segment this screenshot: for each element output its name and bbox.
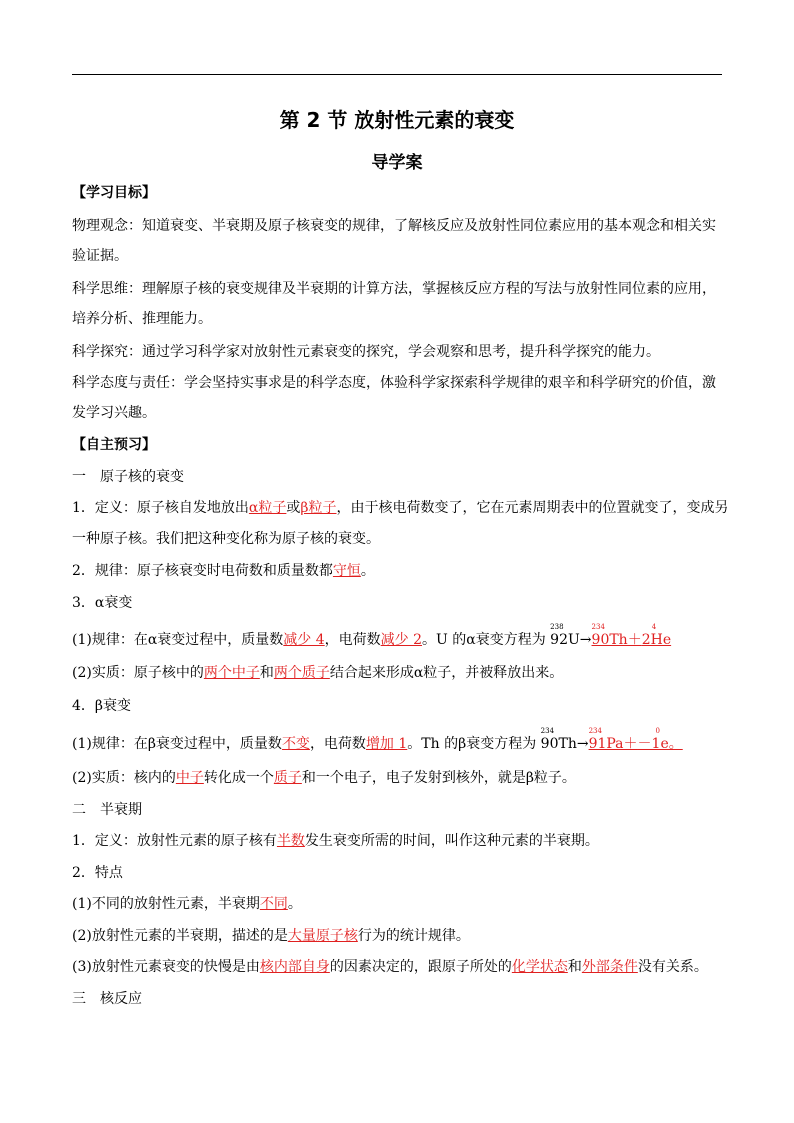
answer-beta-particle: β粒子 — [300, 500, 337, 516]
preview-heading: 【自主预习】 — [72, 437, 156, 453]
alpha-decay-essence: (2)实质：原子核中的两个中子和两个质子结合起来形成α粒子，并被释放出来。 — [72, 665, 564, 681]
beta-decay-essence: (2)实质：核内的中子转化成一个质子和一个电子，电子发射到核外，就是β粒子。 — [72, 770, 576, 786]
objective-attitude-line1: 科学态度与责任：学会坚持实事求是的科学态度，体验科学家探索科学规律的艰辛和科学研究的价值，激 — [72, 375, 716, 391]
thorium-nuclide: 234 90 — [540, 727, 559, 752]
alpha-decay-heading: 3．α衰变 — [72, 595, 133, 611]
answer-charge-plus-1: 增加 1 — [365, 736, 408, 752]
answer-helium-nuclide: 4 2He — [641, 623, 672, 648]
answer-half: 半数 — [276, 833, 305, 849]
half-life-feature-2: (2)放射性元素的半衰期，描述的是大量原子核行为的统计规律。 — [72, 928, 470, 944]
answer-proton: 质子 — [273, 770, 302, 786]
answer-external-conditions: 外部条件 — [581, 959, 638, 975]
decay-rule: 2．规律：原子核衰变时电荷数和质量数都守恒。 — [72, 563, 375, 579]
answer-charge-minus-2: 减少 2 — [380, 632, 423, 648]
objective-thinking-line2: 培养分析、推理能力。 — [72, 311, 212, 327]
answer-conserved: 守恒 — [332, 563, 361, 579]
decay-definition-line2: 一种原子核。我们把这种变化称为原子核的衰变。 — [72, 531, 380, 547]
answer-mass-unchanged: 不变 — [281, 736, 310, 752]
half-life-features-heading: 2．特点 — [72, 865, 123, 881]
objective-physics-line1: 物理观念：知道衰变、半衰期及原子核衰变的规律，了解核反应及放射性同位素应用的基本观念和相关实 — [72, 218, 716, 234]
objective-physics-line2: 验证据。 — [72, 248, 128, 264]
page-title: 第 2 节 放射性元素的衰变 — [279, 108, 515, 132]
objective-inquiry: 科学探究：通过学习科学家对放射性元素衰变的探究，学会观察和思考，提升科学探究的能力。 — [72, 344, 660, 360]
page-subtitle: 导学案 — [371, 153, 423, 173]
objective-attitude-line2: 发学习兴趣。 — [72, 405, 156, 421]
answer-alpha-particle: α粒子 — [248, 500, 287, 516]
answer-two-neutrons: 两个中子 — [203, 665, 260, 681]
answer-chemical-state: 化学状态 — [511, 959, 568, 975]
uranium-nuclide: 238 92 — [550, 623, 568, 648]
answer-large-number-nuclei: 大量原子核 — [287, 928, 358, 944]
objective-thinking-line1: 科学思维：理解原子核的衰变规律及半衰期的计算方法，掌握核反应方程的写法与放射性同位素的应用， — [72, 281, 716, 297]
answer-two-protons: 两个质子 — [273, 665, 330, 681]
answer-electron: 0 －1e。 — [637, 727, 683, 752]
objectives-heading: 【学习目标】 — [72, 185, 156, 201]
answer-internal-factors: 核内部自身 — [259, 959, 330, 975]
decay-definition-line1: 1．定义：原子核自发地放出α粒子或β粒子，由于核电荷数变了，它在元素周期表中的位置就变了，变成另 — [72, 500, 729, 516]
section-nuclear-reaction-heading: 三 核反应 — [72, 991, 142, 1007]
header-rule — [72, 74, 722, 75]
section-half-life-heading: 二 半衰期 — [72, 802, 142, 818]
section-decay-heading: 一 原子核的衰变 — [72, 469, 184, 485]
answer-protactinium-nuclide: 234 91Pa＋ — [588, 727, 638, 752]
half-life-feature-3: (3)放射性元素衰变的快慢是由核内部自身的因素决定的，跟原子所处的化学状态和外部条件没有关系。 — [72, 959, 708, 975]
half-life-feature-1: (1)不同的放射性元素，半衰期不同。 — [72, 896, 302, 912]
answer-thorium-nuclide: 234 90Th＋ — [591, 623, 642, 648]
answer-mass-minus-4: 减少 4 — [283, 632, 325, 648]
alpha-decay-rule: (1)规律：在α衰变过程中，质量数减少 4，电荷数减少 2。U 的α衰变方程为 238 92U→ 234 90Th＋ 4 2He — [72, 623, 672, 648]
answer-different: 不同 — [259, 896, 288, 912]
beta-decay-rule: (1)规律：在β衰变过程中，质量数不变，电荷数增加 1。Th 的β衰变方程为 234 90Th→ 234 91Pa＋ 0 －1e。 — [72, 727, 683, 752]
beta-decay-heading: 4．β衰变 — [72, 698, 132, 714]
half-life-definition: 1．定义：放射性元素的原子核有半数发生衰变所需的时间，叫作这种元素的半衰期。 — [72, 833, 599, 849]
answer-neutron: 中子 — [175, 770, 204, 786]
